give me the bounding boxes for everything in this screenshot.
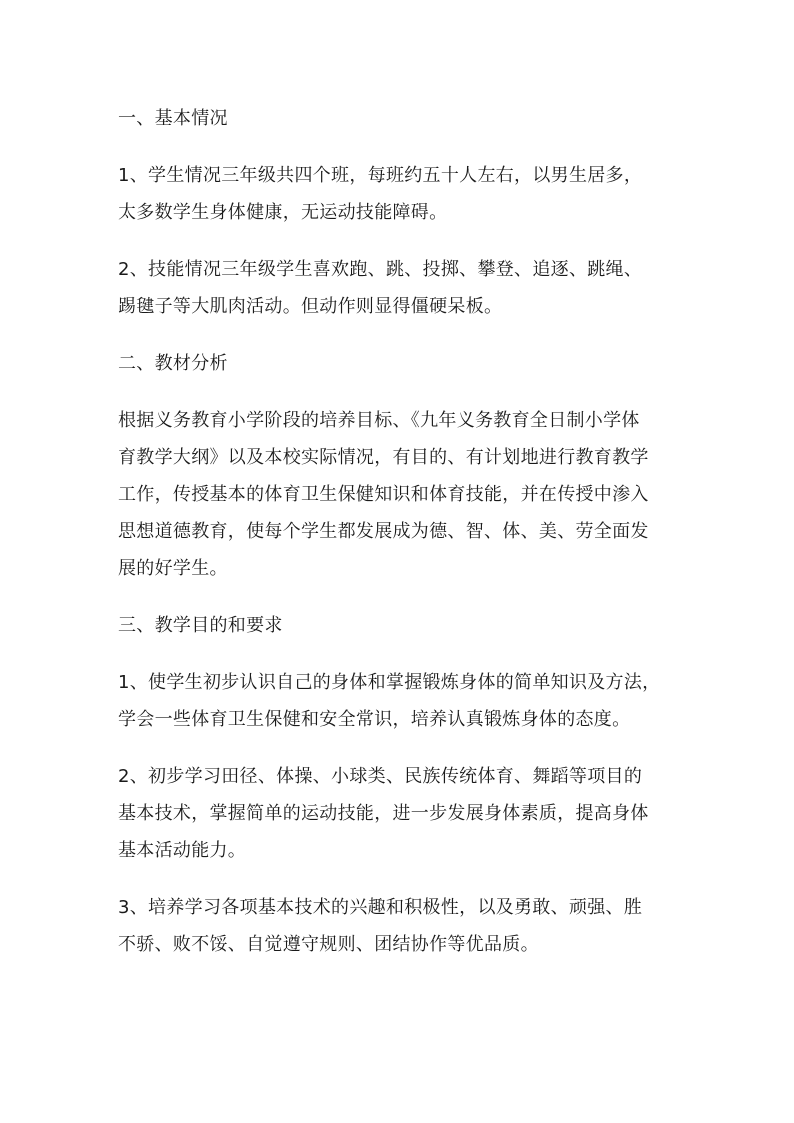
text-line: 2、初步学习田径、体操、小球类、民族传统体育、舞蹈等项目的 <box>118 766 643 787</box>
text-line: 根据义务教育小学阶段的培养目标、《九年义务教育全日制小学体 <box>118 410 640 431</box>
text-line: 思想道德教育，使每个学生都发展成为德、智、体、美、劳全面发 <box>118 521 649 542</box>
heading-basic-situation <box>118 100 678 137</box>
paragraph-student-situation <box>118 157 678 231</box>
text-line: 基本活动能力。 <box>118 840 247 861</box>
heading-teaching-material-analysis <box>118 345 678 382</box>
paragraph-goal-1 <box>118 664 678 738</box>
paragraph-skill-situation <box>118 251 678 325</box>
text-line: 不骄、败不馁、自觉遵守规则、团结协作等优品质。 <box>118 934 539 955</box>
text-line: 踢毽子等大肌肉活动。但动作则显得僵硬呆板。 <box>118 296 503 317</box>
text-line: 三、教学目的和要求 <box>118 615 283 636</box>
text-line: 3、培养学习各项基本技术的兴趣和积极性，以及勇敢、顽强、胜 <box>118 897 643 918</box>
paragraph-goal-2 <box>118 758 678 869</box>
text-line: 一、基本情况 <box>118 108 228 129</box>
text-line: 太多数学生身体健康，无运动技能障碍。 <box>118 202 448 223</box>
text-line: 工作，传授基本的体育卫生保健知识和体育技能，并在传授中渗入 <box>118 484 649 505</box>
text-line: 2、技能情况三年级学生喜欢跑、跳、投掷、攀登、追逐、跳绳、 <box>118 259 643 280</box>
text-line: 1、使学生初步认识自己的身体和掌握锻炼身体的简单知识及方法， <box>118 672 661 693</box>
paragraph-teaching-material-analysis <box>118 402 678 587</box>
text-line: 二、教材分析 <box>118 353 228 374</box>
text-line: 基本技术，掌握简单的运动技能，进一步发展身体素质，提高身体 <box>118 803 649 824</box>
heading-teaching-goals <box>118 607 678 644</box>
text-line: 展的好学生。 <box>118 558 228 579</box>
text-line: 学会一些体育卫生保健和安全常识，培养认真锻炼身体的态度。 <box>118 709 631 730</box>
text-line: 育教学大纲》以及本校实际情况，有目的、有计划地进行教育教学 <box>118 447 649 468</box>
paragraph-goal-3 <box>118 889 678 963</box>
text-line: 1、学生情况三年级共四个班，每班约五十人左右，以男生居多， <box>118 165 643 186</box>
